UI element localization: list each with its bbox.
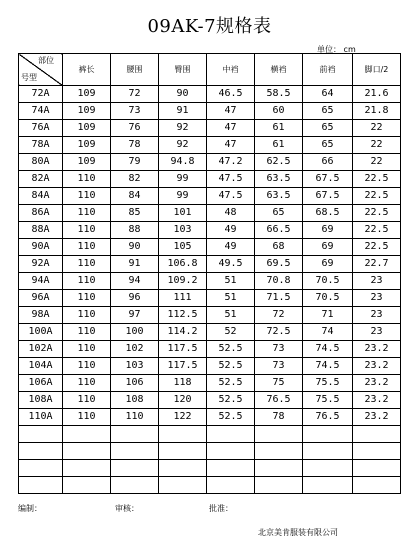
waist-cell: 79 [111, 154, 159, 171]
empty-cell [353, 460, 401, 477]
waist-cell: 84 [111, 188, 159, 205]
knee-cell: 52 [207, 324, 255, 341]
leg-opening-cell: 23 [353, 273, 401, 290]
unit-label: 单位： cm [317, 45, 356, 54]
empty-cell [159, 426, 207, 443]
empty-cell [19, 426, 63, 443]
table-row [19, 358, 401, 375]
knee-cell: 49 [207, 222, 255, 239]
table-row [19, 324, 401, 341]
thigh-cell: 66.5 [255, 222, 303, 239]
waist-cell: 76 [111, 120, 159, 137]
empty-cell [207, 460, 255, 477]
pant-length-cell: 110 [63, 205, 111, 222]
hip-cell: 105 [159, 239, 207, 256]
size-cell: 108A [19, 392, 63, 409]
column-header-pant-length: 裤长 [63, 54, 111, 86]
spec-table [18, 53, 401, 494]
empty-cell [207, 426, 255, 443]
hip-cell: 92 [159, 120, 207, 137]
size-cell: 84A [19, 188, 63, 205]
front-rise-cell: 67.5 [303, 188, 353, 205]
front-rise-cell: 70.5 [303, 290, 353, 307]
empty-cell [207, 443, 255, 460]
leg-opening-cell: 22.7 [353, 256, 401, 273]
leg-opening-cell: 22.5 [353, 239, 401, 256]
column-header-front-rise: 前裆 [303, 54, 353, 86]
pant-length-cell: 109 [63, 120, 111, 137]
knee-cell: 47.5 [207, 171, 255, 188]
column-header-thigh: 横裆 [255, 54, 303, 86]
pant-length-cell: 110 [63, 273, 111, 290]
column-header-hip: 臀围 [159, 54, 207, 86]
table-row [19, 409, 401, 426]
empty-cell [63, 477, 111, 494]
hip-cell: 120 [159, 392, 207, 409]
waist-cell: 72 [111, 86, 159, 103]
thigh-cell: 73 [255, 341, 303, 358]
thigh-cell: 72.5 [255, 324, 303, 341]
table-header-row [19, 54, 401, 86]
knee-cell: 47 [207, 103, 255, 120]
leg-opening-cell: 23.2 [353, 392, 401, 409]
leg-opening-cell: 22.5 [353, 188, 401, 205]
front-rise-cell: 65 [303, 120, 353, 137]
knee-cell: 48 [207, 205, 255, 222]
empty-cell [19, 443, 63, 460]
table-row [19, 103, 401, 120]
table-row [19, 137, 401, 154]
front-rise-cell: 75.5 [303, 392, 353, 409]
empty-cell [303, 443, 353, 460]
empty-cell [111, 477, 159, 494]
leg-opening-cell: 22.5 [353, 205, 401, 222]
empty-cell [159, 477, 207, 494]
waist-cell: 94 [111, 273, 159, 290]
table-row [19, 273, 401, 290]
leg-opening-cell: 21.8 [353, 103, 401, 120]
thigh-cell: 61 [255, 137, 303, 154]
size-cell: 96A [19, 290, 63, 307]
pant-length-cell: 110 [63, 256, 111, 273]
table-row [19, 222, 401, 239]
hip-cell: 99 [159, 188, 207, 205]
waist-cell: 97 [111, 307, 159, 324]
front-rise-cell: 70.5 [303, 273, 353, 290]
size-cell: 104A [19, 358, 63, 375]
knee-cell: 49.5 [207, 256, 255, 273]
leg-opening-cell: 23.2 [353, 341, 401, 358]
table-row [19, 392, 401, 409]
leg-opening-cell: 23 [353, 307, 401, 324]
front-rise-cell: 74.5 [303, 341, 353, 358]
empty-cell [303, 426, 353, 443]
leg-opening-cell: 23 [353, 324, 401, 341]
knee-cell: 47.2 [207, 154, 255, 171]
size-cell: 92A [19, 256, 63, 273]
front-rise-cell: 71 [303, 307, 353, 324]
size-cell: 94A [19, 273, 63, 290]
hip-cell: 114.2 [159, 324, 207, 341]
column-header-knee: 中裆 [207, 54, 255, 86]
thigh-cell: 73 [255, 358, 303, 375]
waist-cell: 78 [111, 137, 159, 154]
size-cell: 82A [19, 171, 63, 188]
leg-opening-cell: 22 [353, 120, 401, 137]
empty-cell [353, 443, 401, 460]
pant-length-cell: 110 [63, 188, 111, 205]
empty-cell [19, 477, 63, 494]
empty-cell [63, 460, 111, 477]
table-row [19, 375, 401, 392]
approved-by-label: 批准： [209, 504, 233, 513]
column-header-leg-opening: 脚口/2 [353, 54, 401, 86]
size-cell: 76A [19, 120, 63, 137]
hip-cell: 91 [159, 103, 207, 120]
column-header-waist: 腰围 [111, 54, 159, 86]
hip-cell: 122 [159, 409, 207, 426]
empty-cell [19, 460, 63, 477]
thigh-cell: 68 [255, 239, 303, 256]
table-row [19, 154, 401, 171]
thigh-cell: 71.5 [255, 290, 303, 307]
empty-cell [207, 477, 255, 494]
front-rise-cell: 69 [303, 256, 353, 273]
pant-length-cell: 110 [63, 239, 111, 256]
size-cell: 86A [19, 205, 63, 222]
empty-table-row [19, 443, 401, 460]
waist-cell: 82 [111, 171, 159, 188]
leg-opening-cell: 23 [353, 290, 401, 307]
thigh-cell: 61 [255, 120, 303, 137]
size-cell: 80A [19, 154, 63, 171]
front-rise-cell: 69 [303, 222, 353, 239]
hip-cell: 101 [159, 205, 207, 222]
waist-cell: 103 [111, 358, 159, 375]
table-row [19, 341, 401, 358]
waist-cell: 96 [111, 290, 159, 307]
pant-length-cell: 110 [63, 409, 111, 426]
size-cell: 90A [19, 239, 63, 256]
leg-opening-cell: 22 [353, 154, 401, 171]
corner-label-size: 号型 [21, 73, 37, 82]
empty-cell [159, 443, 207, 460]
waist-cell: 88 [111, 222, 159, 239]
front-rise-cell: 74.5 [303, 358, 353, 375]
hip-cell: 106.8 [159, 256, 207, 273]
thigh-cell: 69.5 [255, 256, 303, 273]
waist-cell: 100 [111, 324, 159, 341]
size-cell: 74A [19, 103, 63, 120]
empty-cell [255, 460, 303, 477]
leg-opening-cell: 22 [353, 137, 401, 154]
front-rise-cell: 64 [303, 86, 353, 103]
front-rise-cell: 65 [303, 137, 353, 154]
front-rise-cell: 66 [303, 154, 353, 171]
empty-cell [353, 426, 401, 443]
size-cell: 102A [19, 341, 63, 358]
leg-opening-cell: 23.2 [353, 358, 401, 375]
hip-cell: 117.5 [159, 341, 207, 358]
corner-label-part: 部位 [38, 56, 54, 65]
empty-cell [63, 426, 111, 443]
leg-opening-cell: 22.5 [353, 222, 401, 239]
thigh-cell: 76.5 [255, 392, 303, 409]
front-rise-cell: 68.5 [303, 205, 353, 222]
pant-length-cell: 110 [63, 222, 111, 239]
empty-cell [111, 460, 159, 477]
waist-cell: 110 [111, 409, 159, 426]
front-rise-cell: 67.5 [303, 171, 353, 188]
hip-cell: 112.5 [159, 307, 207, 324]
hip-cell: 118 [159, 375, 207, 392]
front-rise-cell: 74 [303, 324, 353, 341]
empty-cell [353, 477, 401, 494]
leg-opening-cell: 23.2 [353, 375, 401, 392]
thigh-cell: 72 [255, 307, 303, 324]
knee-cell: 52.5 [207, 358, 255, 375]
size-cell: 106A [19, 375, 63, 392]
hip-cell: 111 [159, 290, 207, 307]
document-title: 09AK-7规格表 [147, 16, 272, 37]
knee-cell: 52.5 [207, 341, 255, 358]
pant-length-cell: 109 [63, 137, 111, 154]
hip-cell: 90 [159, 86, 207, 103]
size-cell: 100A [19, 324, 63, 341]
empty-table-row [19, 426, 401, 443]
company-name: 北京美肯服装有限公司 [258, 528, 338, 537]
size-cell: 110A [19, 409, 63, 426]
empty-cell [303, 460, 353, 477]
size-cell: 98A [19, 307, 63, 324]
size-cell: 78A [19, 137, 63, 154]
hip-cell: 94.8 [159, 154, 207, 171]
compiled-by-label: 编制： [18, 504, 42, 513]
pant-length-cell: 110 [63, 392, 111, 409]
thigh-cell: 63.5 [255, 171, 303, 188]
leg-opening-cell: 21.6 [353, 86, 401, 103]
table-row [19, 307, 401, 324]
leg-opening-cell: 22.5 [353, 171, 401, 188]
pant-length-cell: 109 [63, 86, 111, 103]
size-cell: 88A [19, 222, 63, 239]
empty-cell [255, 443, 303, 460]
waist-cell: 90 [111, 239, 159, 256]
knee-cell: 51 [207, 273, 255, 290]
knee-cell: 52.5 [207, 392, 255, 409]
empty-cell [111, 443, 159, 460]
thigh-cell: 63.5 [255, 188, 303, 205]
thigh-cell: 75 [255, 375, 303, 392]
knee-cell: 47 [207, 120, 255, 137]
hip-cell: 92 [159, 137, 207, 154]
knee-cell: 52.5 [207, 409, 255, 426]
knee-cell: 47 [207, 137, 255, 154]
waist-cell: 73 [111, 103, 159, 120]
hip-cell: 109.2 [159, 273, 207, 290]
waist-cell: 85 [111, 205, 159, 222]
hip-cell: 117.5 [159, 358, 207, 375]
waist-cell: 91 [111, 256, 159, 273]
empty-cell [303, 477, 353, 494]
front-rise-cell: 75.5 [303, 375, 353, 392]
empty-cell [255, 477, 303, 494]
knee-cell: 52.5 [207, 375, 255, 392]
thigh-cell: 62.5 [255, 154, 303, 171]
table-row [19, 171, 401, 188]
knee-cell: 46.5 [207, 86, 255, 103]
hip-cell: 99 [159, 171, 207, 188]
empty-cell [255, 426, 303, 443]
pant-length-cell: 110 [63, 290, 111, 307]
thigh-cell: 70.8 [255, 273, 303, 290]
empty-cell [63, 443, 111, 460]
pant-length-cell: 110 [63, 358, 111, 375]
waist-cell: 108 [111, 392, 159, 409]
table-row [19, 290, 401, 307]
front-rise-cell: 65 [303, 103, 353, 120]
thigh-cell: 60 [255, 103, 303, 120]
knee-cell: 51 [207, 307, 255, 324]
pant-length-cell: 110 [63, 341, 111, 358]
pant-length-cell: 110 [63, 171, 111, 188]
table-row [19, 188, 401, 205]
waist-cell: 102 [111, 341, 159, 358]
hip-cell: 103 [159, 222, 207, 239]
knee-cell: 51 [207, 290, 255, 307]
pant-length-cell: 109 [63, 154, 111, 171]
size-cell: 72A [19, 86, 63, 103]
thigh-cell: 65 [255, 205, 303, 222]
thigh-cell: 58.5 [255, 86, 303, 103]
front-rise-cell: 69 [303, 239, 353, 256]
empty-cell [159, 460, 207, 477]
knee-cell: 47.5 [207, 188, 255, 205]
corner-header-cell [19, 54, 63, 86]
thigh-cell: 78 [255, 409, 303, 426]
table-row [19, 205, 401, 222]
pant-length-cell: 110 [63, 307, 111, 324]
reviewed-by-label: 审核： [115, 504, 139, 513]
pant-length-cell: 110 [63, 324, 111, 341]
empty-table-row [19, 477, 401, 494]
knee-cell: 49 [207, 239, 255, 256]
pant-length-cell: 110 [63, 375, 111, 392]
front-rise-cell: 76.5 [303, 409, 353, 426]
leg-opening-cell: 23.2 [353, 409, 401, 426]
empty-table-row [19, 460, 401, 477]
table-row [19, 120, 401, 137]
empty-cell [111, 426, 159, 443]
table-row [19, 86, 401, 103]
table-row [19, 239, 401, 256]
table-row [19, 256, 401, 273]
pant-length-cell: 109 [63, 103, 111, 120]
waist-cell: 106 [111, 375, 159, 392]
